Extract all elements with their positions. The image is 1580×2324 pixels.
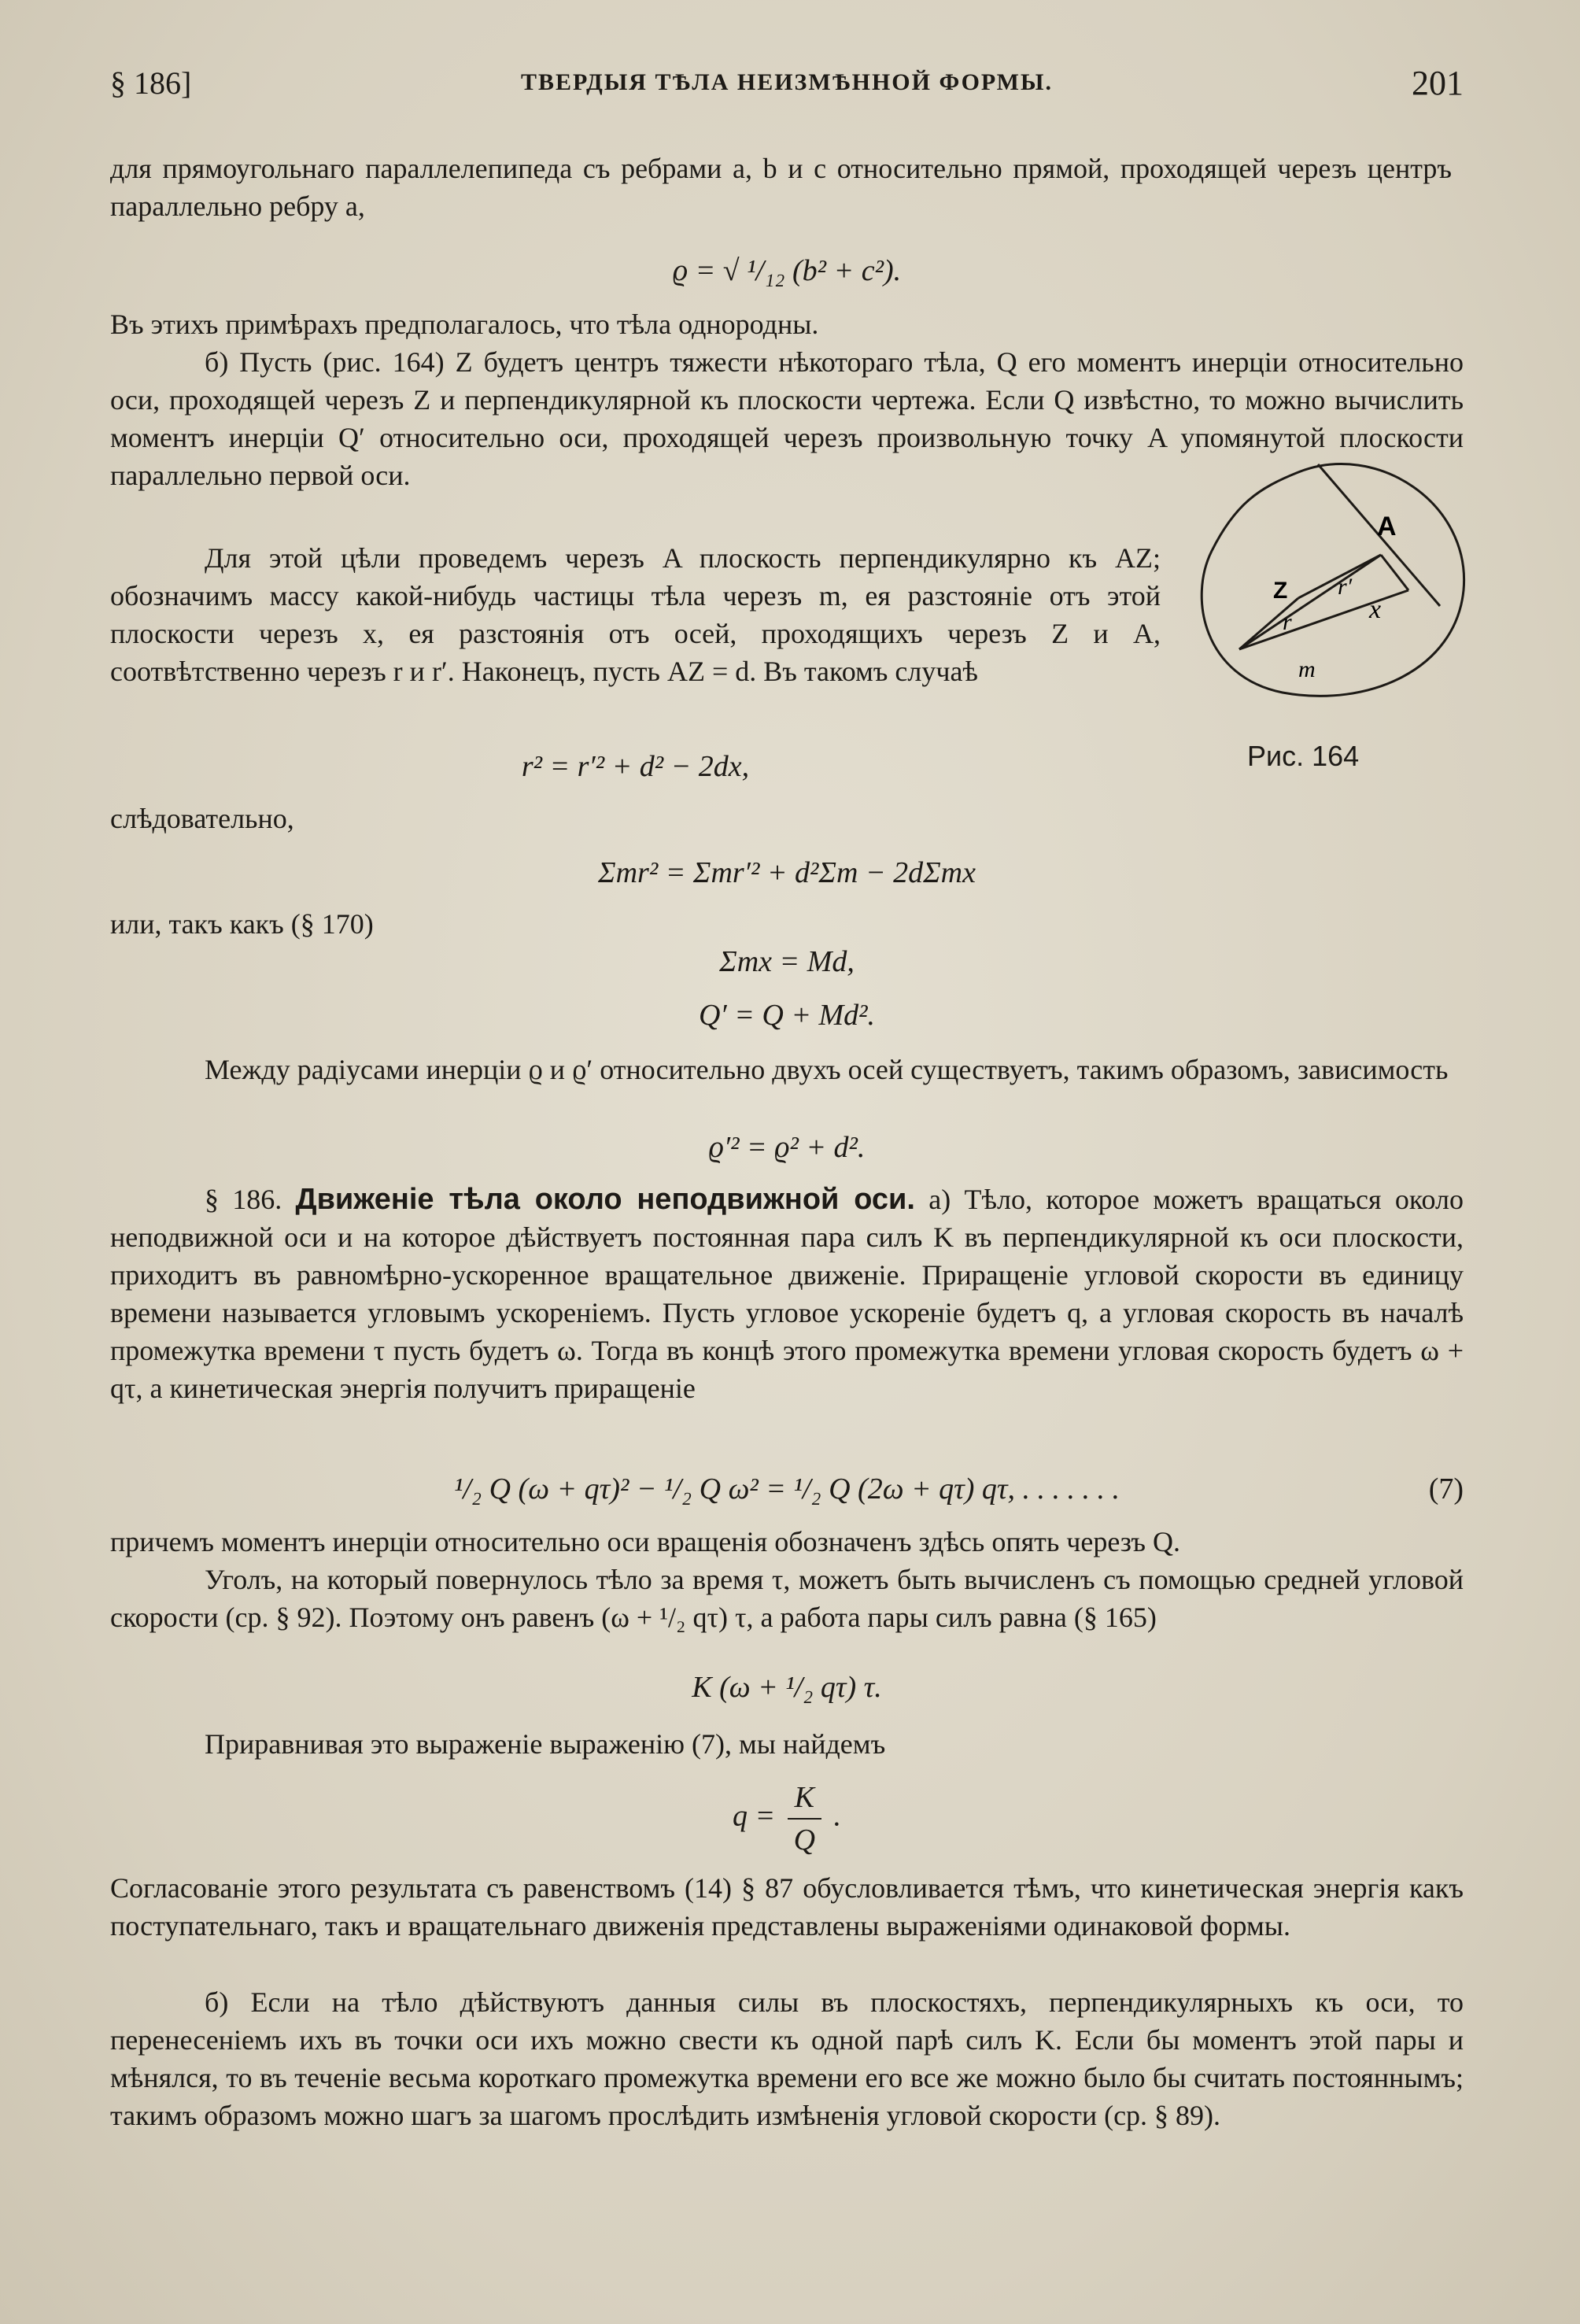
formula-q-lhs: q =	[732, 1799, 776, 1833]
formula-sum-mx: Σmx = Md,	[719, 945, 855, 978]
label-x: x	[1369, 595, 1382, 624]
running-head	[110, 65, 1464, 112]
fraction-numerator: K	[788, 1777, 821, 1820]
paragraph-parallelepiped: для прямоугольнаго параллелепипеда съ ребрами a, b и c относительно прямой, проходящей черезъ центръ параллельно ребру a,	[110, 153, 1452, 222]
formula-7-expression: ¹/₂ Q (ω + qτ)² − ¹/₂ Q ω² = ¹/₂ Q (2ω + qτ) qτ, . . . . . . .	[453, 1472, 1120, 1506]
equation-number-7: (7)	[1428, 1472, 1464, 1506]
paragraph-equating: Приравнивая это выраженіе выраженію (7), мы найдемъ	[205, 1728, 886, 1760]
label-a: A	[1377, 512, 1397, 541]
formula-q-prime: Q′ = Q + Md².	[698, 999, 876, 1032]
paragraph-homogeneous: Въ этихъ примѣрахъ предполагалось, что тѣла однородны.	[110, 309, 819, 340]
fraction-k-over-q	[788, 1777, 821, 1860]
formula-radius-of-gyration: ϱ = √ ¹/₁₂ (b² + c²).	[672, 254, 902, 287]
page-number: 201	[1412, 64, 1464, 102]
paragraph-radii: Между радіусами инерціи ϱ и ϱ′ относительно двухъ осей существуетъ, такимъ образомъ, зависимость	[205, 1054, 1449, 1085]
paragraph-plane: Для этой цѣли проведемъ черезъ A плоскость перпендикулярно къ AZ; обозначимъ массу какой-нибудь частицы тѣла черезъ m, ея разстояніе отъ этой плоскости черезъ x, ея разстоянія отъ осей, проходящихъ черезъ Z и A, соотвѣтственно черезъ r и r′. Наконецъ, пусть AZ = d. Въ такомъ случаѣ	[110, 542, 1161, 687]
section-186	[110, 1180, 1464, 1407]
formula-7	[110, 1469, 1464, 1509]
section-marker: § 186]	[110, 65, 192, 101]
label-z: Z	[1273, 578, 1288, 604]
formula-r-squared: r² = r′² + d² − 2dx,	[521, 750, 750, 783]
paragraph-agreement: Согласованіе этого результата съ равенствомъ (14) § 87 обусловливается тѣмъ, что кинетическая энергія какъ поступательнаго, такъ и вращательнаго движенія представлены выраженіями одинаковой формы.	[110, 1872, 1464, 1942]
section-186-text: а) Тѣло, которое можетъ вращаться около неподвижной оси и на которое дѣйствуетъ постоянная пара силъ K въ перпендикулярной къ оси плоскости, приходитъ въ равномѣрно-ускоренное вращательное движеніе. Приращеніе угловой скорости въ единицу времени называется угловымъ ускореніемъ. Пусть угловое ускореніе будетъ q, а угловая скорость въ началѣ промежутка времени τ пусть будетъ ω. Тогда въ концѣ этого промежутка времени угловая скорость будетъ ω + qτ, а кинетическая энергія получитъ приращеніе	[110, 1184, 1464, 1404]
line-x	[1239, 590, 1408, 649]
paragraph-b-text: б) Пусть (рис. 164) Z будетъ центръ тяжести нѣкотораго тѣла, Q его моментъ инерціи относительно оси, проходящей черезъ Z и перпендикулярной къ плоскости чертежа. Если Q извѣстно, то можно вычислить моментъ инерціи Q′ относительно оси, проходящей черезъ произвольную точку A упомянутой плоскости параллельно первой оси.	[110, 346, 1464, 491]
paragraph-since: или, такъ какъ (§ 170)	[110, 908, 374, 940]
line-m-a	[1239, 555, 1381, 649]
figure-164	[1180, 441, 1479, 708]
formula-rho: ϱ′² = ϱ² + d².	[708, 1131, 866, 1164]
label-m: m	[1298, 656, 1316, 682]
label-r-prime: r′	[1338, 574, 1353, 600]
paragraph-consequently: слѣдовательно,	[110, 803, 294, 834]
paragraph-b-forces: б) Если на тѣло дѣйствуютъ данныя силы въ плоскостяхъ, перпендикулярныхъ къ оси, то перенесеніемъ ихъ въ точки оси ихъ можно свести къ одной парѣ силъ K. Если бы моментъ этой пары и мѣнялся, то въ теченіе весьма короткаго промежутка времени его все же можно было бы считать постояннымъ; такимъ образомъ можно шагъ за шагомъ прослѣдить измѣненія угловой скорости (ср. § 89).	[110, 1986, 1464, 2131]
section-number: § 186.	[205, 1184, 282, 1215]
formula-q-end: .	[833, 1799, 842, 1833]
fraction-denominator: Q	[793, 1823, 816, 1857]
figure-caption: Рис. 164	[1247, 740, 1360, 772]
paragraph-moment-q: причемъ моментъ инерціи относительно оси вращенія обозначенъ здѣсь опять черезъ Q.	[110, 1526, 1181, 1557]
formula-q	[110, 1777, 1464, 1856]
section-title: Движеніе тѣла около неподвижной оси.	[295, 1183, 915, 1216]
rigid-body-diagram	[1180, 441, 1479, 708]
chapter-title: ТВЕРДЫЯ ТѢЛА НЕИЗМѢННОЙ ФОРМЫ.	[521, 69, 1053, 95]
label-r: r	[1283, 609, 1292, 635]
formula-sums: Σmr² = Σmr′² + d²Σm − 2dΣmx	[598, 856, 976, 889]
line-perp	[1381, 555, 1408, 590]
paragraph-angle: Уголъ, на который повернулось тѣло за время τ, можетъ быть вычисленъ съ помощью средней угловой скорости (ср. § 92). Поэтому онъ равенъ (ω + ¹/₂ qτ) τ, а работа пары силъ равна (§ 165)	[110, 1564, 1464, 1633]
formula-work: K (ω + ¹/₂ qτ) τ.	[692, 1671, 882, 1704]
